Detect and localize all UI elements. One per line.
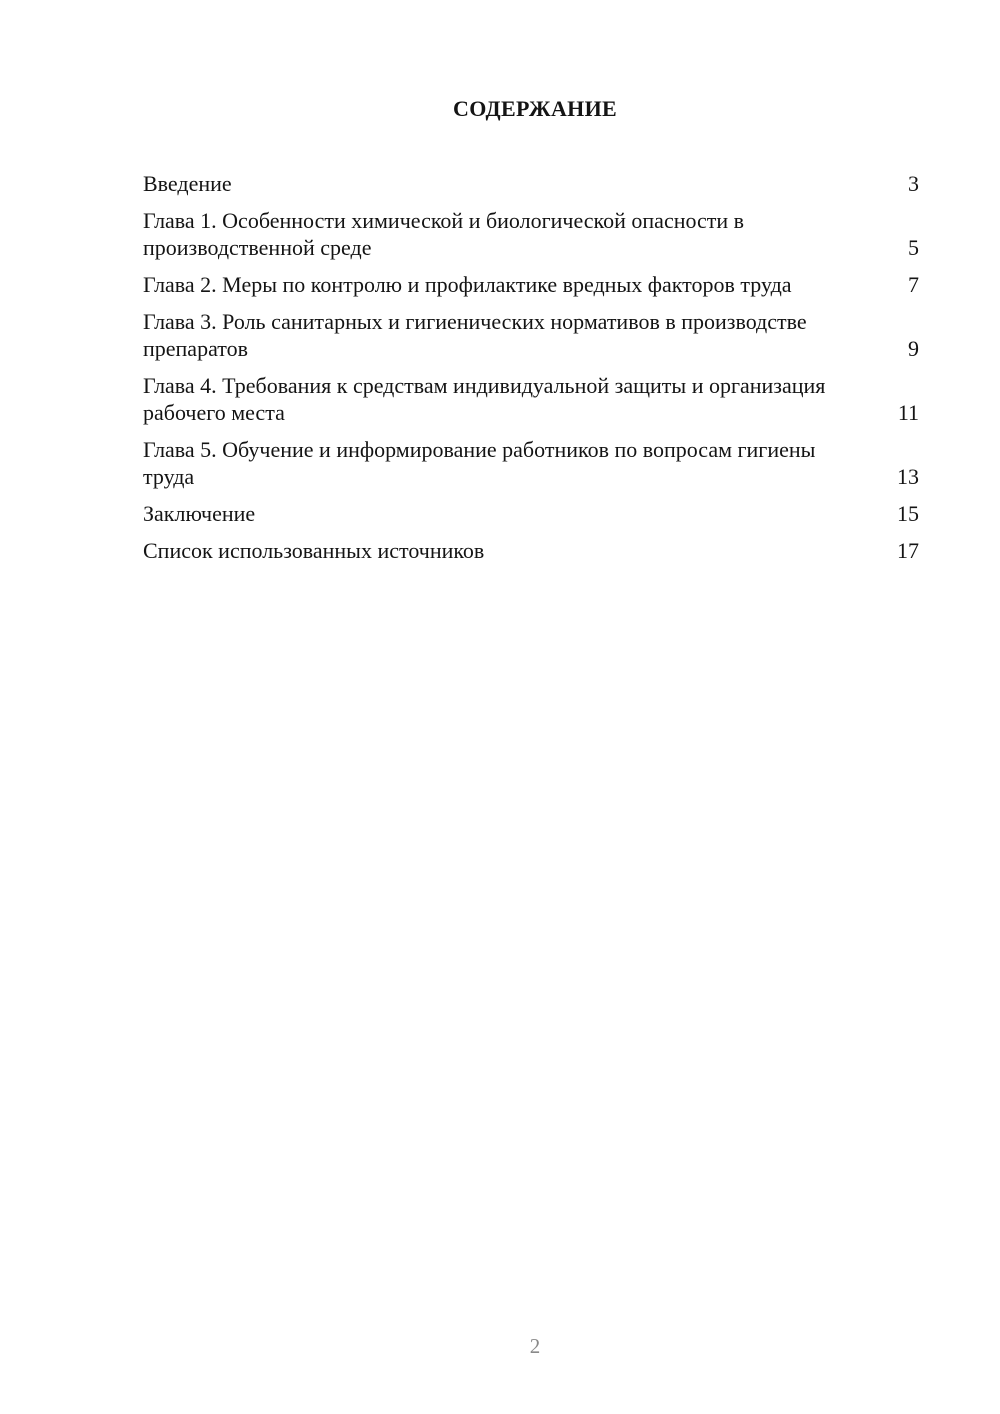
toc-entry-page: 11 — [897, 400, 919, 425]
toc-entry-chapter-5 — [143, 436, 919, 490]
toc-entry-page: 9 — [908, 336, 919, 361]
toc-entry-title: Глава 1. Особенности химической и биологической опасности в производственной среде — [143, 208, 745, 260]
toc-entry-references — [143, 537, 919, 564]
toc-entry-title: Заключение — [143, 501, 256, 526]
toc-entry-page: 7 — [908, 272, 919, 297]
toc-entry-title: Глава 4. Требования к средствам индивидуальной защиты и организация рабочего места — [143, 373, 826, 425]
page-number: 2 — [529, 1334, 541, 1358]
page-title: СОДЕРЖАНИЕ — [453, 96, 617, 121]
toc-entry-page: 17 — [897, 538, 919, 563]
toc-entry-title: Глава 2. Меры по контролю и профилактике вредных факторов труда — [143, 272, 792, 297]
toc-entry-title: Список использованных источников — [143, 538, 485, 563]
toc-entry-title: Введение — [143, 171, 232, 196]
table-of-contents — [143, 170, 919, 574]
toc-entry-title: Глава 3. Роль санитарных и гигиенических нормативов в производстве препаратов — [143, 309, 807, 361]
toc-entry-page: 15 — [897, 501, 919, 526]
toc-entry-title: Глава 5. Обучение и информирование работников по вопросам гигиены труда — [143, 437, 816, 489]
toc-entry-chapter-4 — [143, 372, 919, 426]
toc-entry-chapter-3 — [143, 308, 919, 362]
toc-entry-conclusion — [143, 500, 919, 527]
toc-entry-introduction — [143, 170, 919, 197]
toc-entry-chapter-1 — [143, 207, 919, 261]
toc-entry-page: 3 — [908, 171, 919, 196]
toc-entry-page: 5 — [908, 235, 919, 260]
toc-entry-page: 13 — [897, 464, 919, 489]
toc-entry-chapter-2 — [143, 271, 919, 298]
